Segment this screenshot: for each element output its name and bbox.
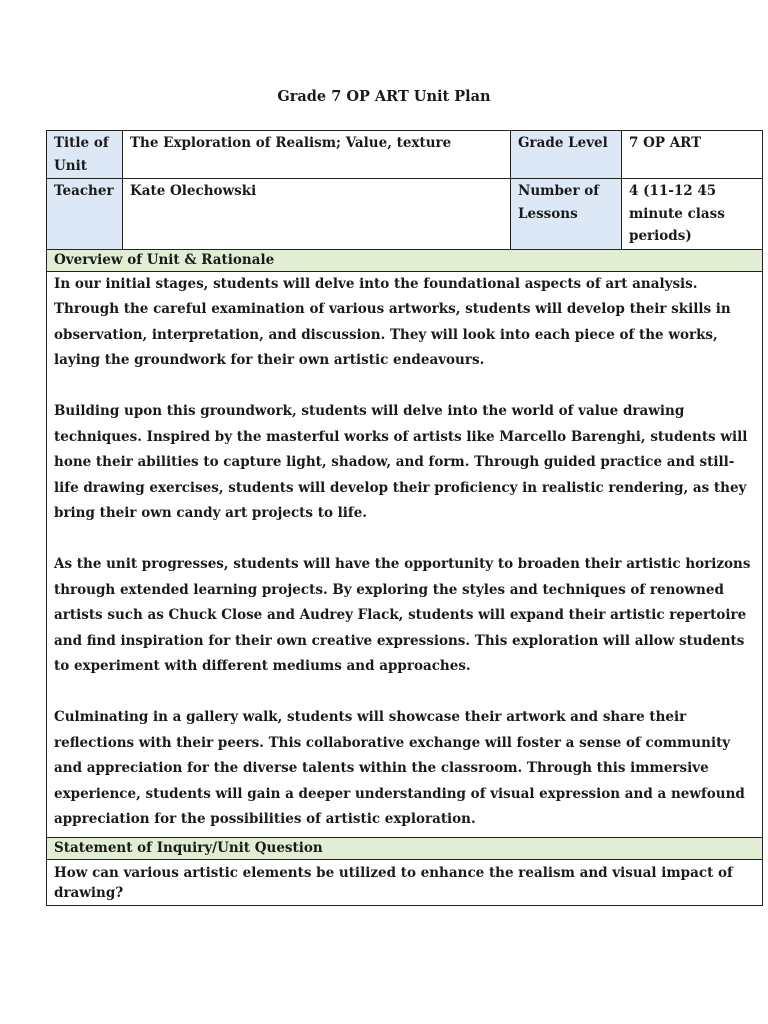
teacher-label: Teacher [47,179,123,250]
document-title: Grade 7 OP ART Unit Plan [277,88,491,105]
overview-paragraph: In our initial stages, students will delve into the foundational aspects of art analysis. Through the careful examination of various artworks, students will develop their skills in observation, interpretation, and discussion. They will look into each piece of the works, laying the groundwork for their own artistic endeavours. [54,275,731,369]
grade-level-label: Grade Level [511,131,622,179]
title-row [47,131,763,179]
teacher-row [47,179,763,250]
inquiry-heading-row [47,837,763,859]
grade-level-value: 7 OP ART [622,131,763,179]
teacher-value: Kate Olechowski [123,179,511,250]
overview-paragraph: As the unit progresses, students will have the opportunity to broaden their artistic horizons through extended learning projects. By exploring the styles and techniques of renowned artists such as Chuck Close and Audrey Flack, students will expand their artistic repertoire and find inspiration for their own creative expressions. This exploration will allow students to experiment with different mediums and approaches. [54,556,751,675]
overview-body [47,271,763,837]
inquiry-question-row [47,859,763,905]
title-of-unit-label: Title of Unit [47,131,123,179]
overview-body-row [47,271,763,837]
inquiry-heading: Statement of Inquiry/Unit Question [47,837,763,859]
unit-plan-table [46,130,763,906]
number-of-lessons-value: 4 (11-12 45 minute class periods) [622,179,763,250]
overview-heading-row [47,249,763,271]
title-of-unit-value: The Exploration of Realism; Value, texture [123,131,511,179]
overview-paragraph: Building upon this groundwork, students will delve into the world of value drawing techniques. Inspired by the masterful works of artists like Marcello Barenghi, students will hone their abilities to capture light, shadow, and form. Through guided practice and still-life drawing exercises, students will develop their proficiency in realistic rendering, as they bring their own candy art projects to life. [54,403,748,522]
number-of-lessons-label: Number of Lessons [511,179,622,250]
overview-heading: Overview of Unit & Rationale [47,249,763,271]
overview-paragraph: Culminating in a gallery walk, students will showcase their artwork and share their reflections with their peers. This collaborative exchange will foster a sense of community and appreciation for the diverse talents within the classroom. Through this immersive experience, students will gain a deeper understanding of visual expression and a newfound appreciation for the possibilities of artistic exploration. [54,709,745,828]
unit-question: How can various artistic elements be utilized to enhance the realism and visual impact of drawing? [47,859,763,905]
